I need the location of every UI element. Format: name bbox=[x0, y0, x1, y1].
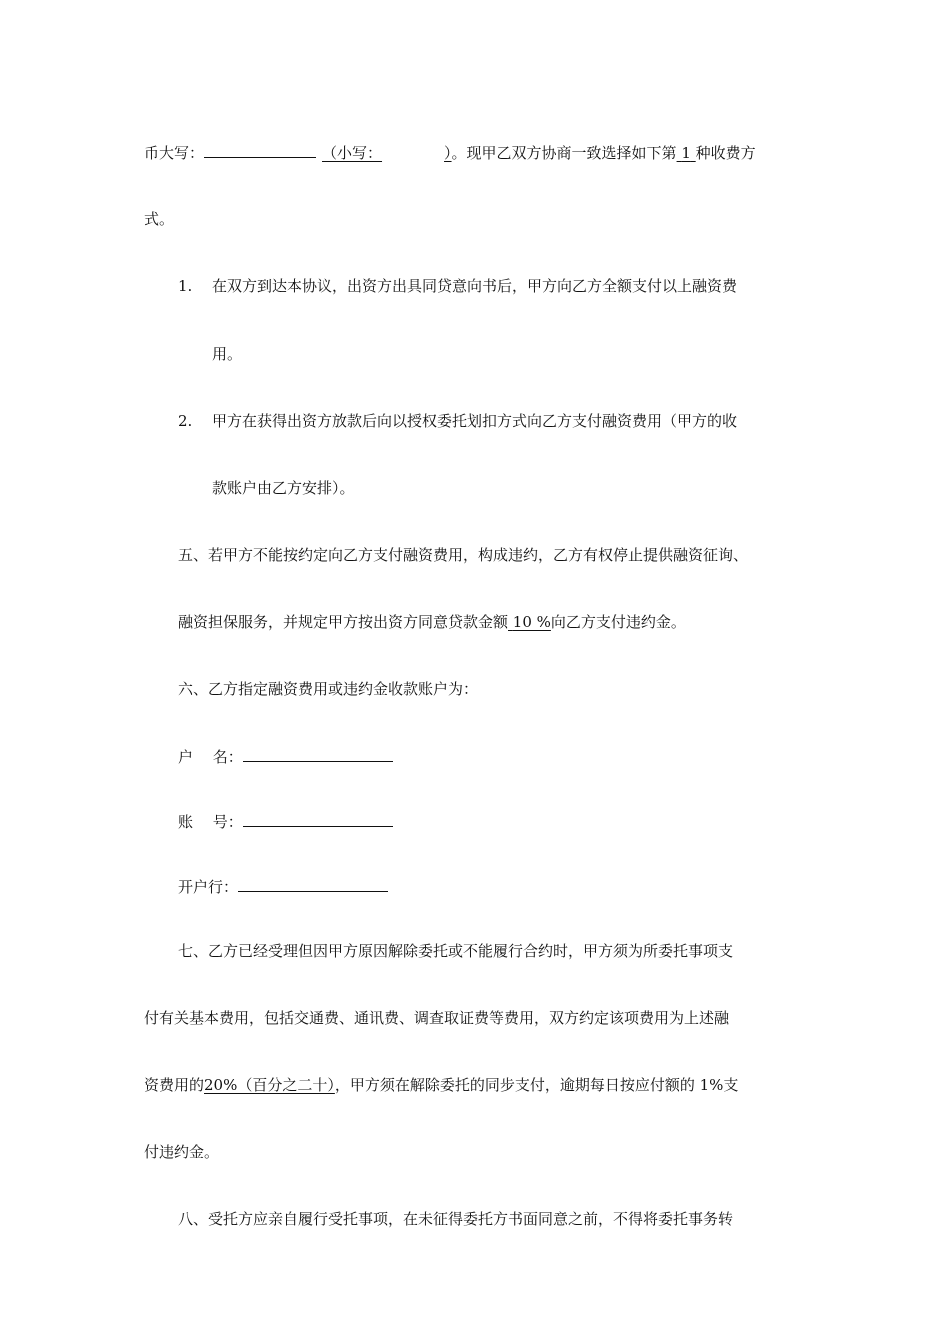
termination-fee-rate: 20%（百分之二十） bbox=[204, 1076, 335, 1094]
account-number-blank bbox=[243, 810, 393, 827]
penalty-rate: 10 % bbox=[512, 613, 551, 631]
fee-lowercase-close: ） bbox=[444, 144, 452, 162]
fee-lowercase-group bbox=[316, 144, 452, 162]
fee-lowercase-label: （小写： bbox=[322, 144, 383, 162]
fee-amount-line bbox=[144, 141, 756, 164]
section-7-line-1: 七、乙方已经受理但因甲方原因解除委托或不能履行合约时，甲方须为所委托事项支 bbox=[178, 942, 734, 960]
list-item-2-text: 甲方在获得出资方放款后向以授权委托划扣方式向乙方支付融资费用（甲方的收 bbox=[212, 412, 738, 430]
section-8-line-1: 八、受托方应亲自履行受托事项，在未征得委托方书面同意之前，不得将委托事务转 bbox=[178, 1210, 734, 1228]
fee-uppercase-label: 币大写： bbox=[144, 144, 205, 162]
account-name-blank bbox=[243, 745, 393, 762]
account-name-row bbox=[178, 745, 393, 768]
bank-label: 开户行： bbox=[178, 878, 239, 896]
list-item-2-number: 2. bbox=[178, 412, 193, 430]
section-6-line-1: 六、乙方指定融资费用或违约金收款账户为： bbox=[178, 680, 479, 698]
account-number-row bbox=[178, 810, 393, 833]
section-5-line-2 bbox=[178, 611, 686, 633]
fee-amount-line-cont: 式。 bbox=[144, 210, 175, 228]
section-5-line-1: 五、若甲方不能按约定向乙方支付融资费用，构成违约，乙方有权停止提供融资征询、 bbox=[178, 546, 749, 564]
bank-blank bbox=[238, 875, 388, 892]
bank-row bbox=[178, 875, 388, 898]
section-7-text: 资费用的 bbox=[144, 1076, 205, 1094]
section-5-text-end: 向乙方支付违约金。 bbox=[550, 613, 686, 631]
fee-choice-text: 。现甲乙双方协商一致选择如下第 bbox=[451, 144, 677, 162]
list-item-1-number: 1. bbox=[178, 277, 193, 295]
fee-uppercase-blank bbox=[204, 141, 316, 158]
section-7-line-2: 付有关基本费用，包括交通费、通讯费、调查取证费等费用，双方约定该项费用为上述融 bbox=[144, 1009, 730, 1027]
section-7-line-3 bbox=[144, 1074, 738, 1096]
list-item-1-cont: 用。 bbox=[212, 345, 243, 363]
fee-choice-number: 1 bbox=[681, 144, 691, 162]
account-name-label: 户 名： bbox=[178, 748, 243, 766]
section-7-line-4: 付违约金。 bbox=[144, 1143, 220, 1161]
account-number-label: 账 号： bbox=[178, 813, 243, 831]
fee-choice-suffix: 种收费方 bbox=[695, 144, 756, 162]
section-7-text-end: ，甲方须在解除委托的同步支付，逾期每日按应付额的 1%支 bbox=[334, 1076, 739, 1094]
list-item-1-text: 在双方到达本协议，出资方出具同贷意向书后，甲方向乙方全额支付以上融资费 bbox=[212, 277, 738, 295]
section-5-text: 融资担保服务，并规定甲方按出资方同意贷款金额 bbox=[178, 613, 509, 631]
list-item-2-cont: 款账户由乙方安排）。 bbox=[212, 479, 355, 497]
